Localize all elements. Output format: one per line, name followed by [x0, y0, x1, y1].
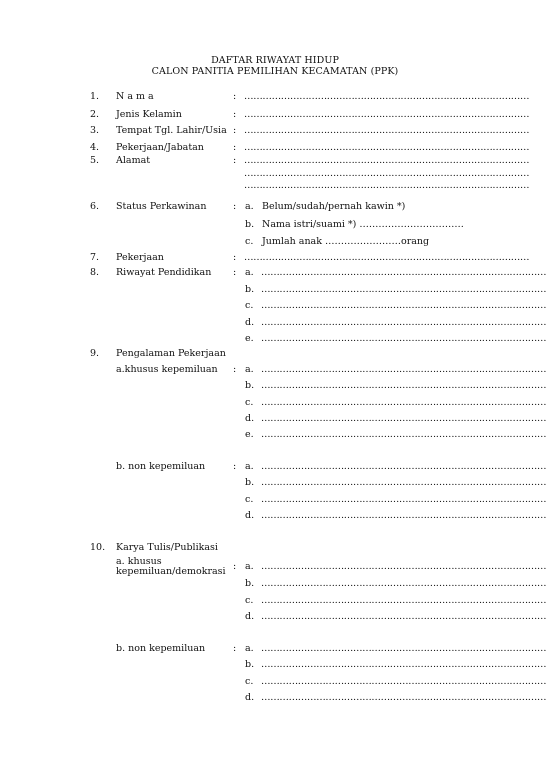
list-letter: b. — [245, 284, 255, 295]
list-letter: a. — [245, 364, 254, 375]
fill-line[interactable]: ………………………………………………………………………………… — [261, 333, 547, 344]
fill-line[interactable]: ………………………………………………………………………………… — [261, 611, 547, 622]
fill-line[interactable]: ………………………………………………………………………………… — [261, 364, 547, 375]
list-letter: d. — [245, 510, 255, 521]
list-letter: b. — [245, 578, 255, 589]
colon: : — [233, 125, 237, 136]
document-subtitle: CALON PANITIA PEMILIHAN KECAMATAN (PPK) — [151, 66, 399, 77]
field-label-status-perkawinan: Status Perkawinan — [116, 201, 207, 212]
list-letter: a. — [245, 643, 254, 654]
fill-line[interactable]: ………………………………………………………………………………… — [244, 180, 530, 191]
list-letter: e. — [245, 429, 254, 440]
status-option-children[interactable]: Jumlah anak ……………………orang — [262, 236, 430, 247]
list-letter: c. — [245, 397, 254, 408]
option-letter: b. — [245, 219, 255, 230]
fill-line[interactable]: ………………………………………………………………………………… — [261, 561, 547, 572]
list-letter: a. — [245, 461, 254, 472]
publication-special-label-2: kepemiluan/demokrasi — [116, 566, 226, 577]
colon: : — [233, 461, 237, 472]
experience-non-label: b. non kepemiluan — [116, 461, 206, 472]
publication-non-label: b. non kepemiluan — [116, 643, 206, 654]
field-label-pengalaman-pekerjaan: Pengalaman Pekerjaan — [116, 348, 226, 359]
fill-line[interactable]: ………………………………………………………………………………… — [261, 510, 547, 521]
field-number: 8. — [90, 267, 100, 278]
colon: : — [233, 364, 237, 375]
fill-line[interactable]: ………………………………………………………………………………… — [261, 380, 547, 391]
field-label-alamat: Alamat — [116, 155, 151, 166]
fill-line[interactable]: ………………………………………………………………………………… — [261, 413, 547, 424]
fill-line[interactable]: ………………………………………………………………………………… — [244, 168, 530, 179]
fill-line[interactable]: ………………………………………………………………………………… — [261, 461, 547, 472]
field-number: 6. — [90, 201, 100, 212]
list-letter: c. — [245, 494, 254, 505]
list-letter: d. — [245, 317, 255, 328]
list-letter: b. — [245, 477, 255, 488]
field-label-karya-tulis: Karya Tulis/Publikasi — [116, 542, 218, 553]
experience-special-label: a.khusus kepemiluan — [116, 364, 218, 375]
fill-line[interactable]: ………………………………………………………………………………… — [261, 300, 547, 311]
field-number: 2. — [90, 109, 100, 120]
status-option-spouse-name[interactable]: Nama istri/suami *) …………………………… — [262, 219, 464, 230]
fill-line[interactable]: ………………………………………………………………………………… — [244, 109, 530, 120]
colon: : — [233, 91, 237, 102]
list-letter: c. — [245, 595, 254, 606]
list-letter: a. — [245, 267, 254, 278]
field-number: 3. — [90, 125, 100, 136]
field-label-pekerjaan: Pekerjaan — [116, 252, 164, 263]
fill-line[interactable]: ………………………………………………………………………………… — [261, 494, 547, 505]
fill-line[interactable]: ………………………………………………………………………………… — [261, 692, 547, 703]
field-number: 7. — [90, 252, 100, 263]
fill-line[interactable]: ………………………………………………………………………………… — [261, 284, 547, 295]
field-number: 1. — [90, 91, 100, 102]
list-letter: c. — [245, 676, 254, 687]
fill-line[interactable]: ………………………………………………………………………………… — [261, 477, 547, 488]
field-number: 5. — [90, 155, 100, 166]
fill-line[interactable]: ………………………………………………………………………………… — [261, 397, 547, 408]
fill-line[interactable]: ………………………………………………………………………………… — [244, 125, 530, 136]
option-letter: c. — [245, 236, 254, 247]
publication-special-label-1: a. khusus — [116, 556, 162, 567]
colon: : — [233, 643, 237, 654]
field-number: 4. — [90, 142, 100, 153]
colon: : — [233, 252, 237, 263]
fill-line[interactable]: ………………………………………………………………………………… — [261, 267, 547, 278]
colon: : — [233, 561, 237, 572]
fill-line[interactable]: ………………………………………………………………………………… — [244, 91, 530, 102]
field-label-jenis-kelamin: Jenis Kelamin — [116, 109, 182, 120]
field-label-tempat-tgl-lahir: Tempat Tgl. Lahir/Usia — [116, 125, 227, 136]
field-number: 10. — [90, 542, 106, 553]
fill-line[interactable]: ………………………………………………………………………………… — [261, 676, 547, 687]
fill-line[interactable]: ………………………………………………………………………………… — [261, 429, 547, 440]
list-letter: b. — [245, 659, 255, 670]
colon: : — [233, 142, 237, 153]
fill-line[interactable]: ………………………………………………………………………………… — [261, 595, 547, 606]
fill-line[interactable]: ………………………………………………………………………………… — [244, 142, 530, 153]
list-letter: b. — [245, 380, 255, 391]
fill-line[interactable]: ………………………………………………………………………………… — [261, 643, 547, 654]
list-letter: d. — [245, 692, 255, 703]
list-letter: d. — [245, 611, 255, 622]
status-option-marital[interactable]: Belum/sudah/pernah kawin *) — [262, 201, 406, 212]
fill-line[interactable]: ………………………………………………………………………………… — [261, 578, 547, 589]
colon: : — [233, 201, 237, 212]
list-letter: e. — [245, 333, 254, 344]
fill-line[interactable]: ………………………………………………………………………………… — [261, 317, 547, 328]
fill-line[interactable]: ………………………………………………………………………………… — [261, 659, 547, 670]
field-number: 9. — [90, 348, 100, 359]
colon: : — [233, 155, 237, 166]
fill-line[interactable]: ………………………………………………………………………………… — [244, 155, 530, 166]
list-letter: a. — [245, 561, 254, 572]
colon: : — [233, 109, 237, 120]
field-label-riwayat-pendidikan: Riwayat Pendidikan — [116, 267, 212, 278]
document-title: DAFTAR RIWAYAT HIDUP — [211, 55, 339, 66]
field-label-pekerjaan-jabatan: Pekerjaan/Jabatan — [116, 142, 204, 153]
list-letter: d. — [245, 413, 255, 424]
fill-line[interactable]: ………………………………………………………………………………… — [244, 252, 530, 263]
field-label-nama: N a m a — [116, 91, 154, 102]
list-letter: c. — [245, 300, 254, 311]
option-letter: a. — [245, 201, 254, 212]
colon: : — [233, 267, 237, 278]
